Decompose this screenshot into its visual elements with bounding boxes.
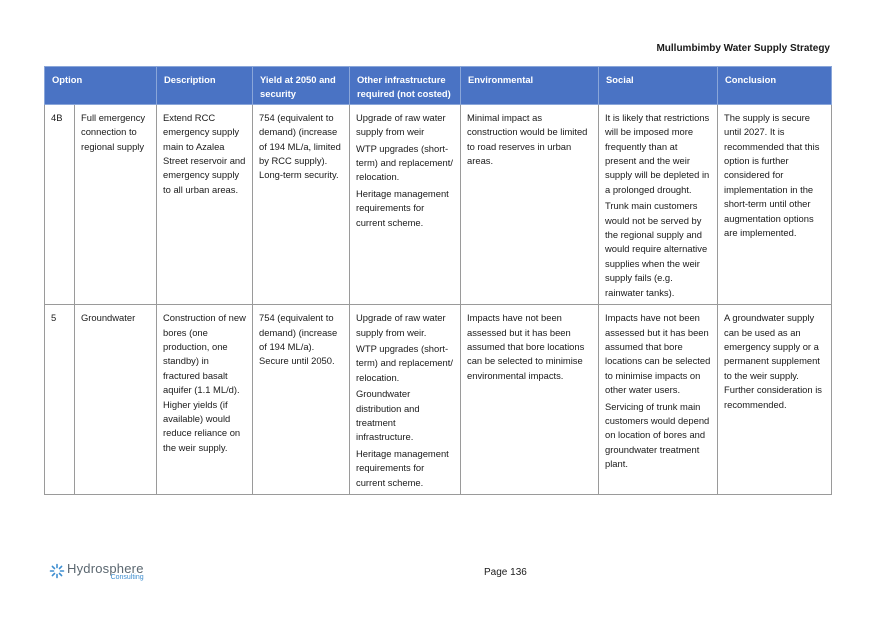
document-title: Mullumbimby Water Supply Strategy [656, 43, 830, 54]
column-header-conclusion: Conclusion [718, 67, 832, 105]
option-yield: 754 (equivalent to demand) (increase of 194 ML/a, limited by RCC supply). Long-term security. [253, 104, 350, 304]
option-social [599, 305, 718, 495]
infrastructure-item: Heritage management requirements for current scheme. [356, 187, 449, 228]
options-table [44, 66, 832, 495]
column-header-infrastructure: Other infrastructure required (not costed) [350, 67, 461, 105]
column-header-option: Option [45, 67, 157, 105]
option-name: Groundwater [75, 305, 157, 495]
social-item: It is likely that restrictions will be imposed more frequently than at present and the weir supply will be depleted in a prolonged drought. [605, 111, 710, 195]
social-item: Servicing of trunk main customers would depend on location of bores and groundwater treatment plant. [605, 400, 710, 470]
option-environmental: Minimal impact as construction would be limited to road reserves in urban areas. [461, 104, 599, 304]
table-row [45, 305, 832, 495]
logo-subtitle: Consulting [110, 574, 144, 581]
option-description: Construction of new bores (one production, one standby) in fractured basalt aquifer (1.1 ML/d). Higher yields (if available) would reduce reliance on the weir supply. [157, 305, 253, 495]
infrastructure-item: Groundwater distribution and treatment infrastructure. [356, 388, 420, 443]
column-header-description: Description [157, 67, 253, 105]
table-row [45, 104, 832, 304]
column-header-environmental: Environmental [461, 67, 599, 105]
option-infrastructure [350, 305, 461, 495]
option-name: Full emergency connection to regional supply [75, 104, 157, 304]
infrastructure-item: WTP upgrades (short-term) and replacement/ relocation. [356, 342, 453, 383]
table-header-row [45, 67, 832, 105]
social-item: Trunk main customers would not be served by the regional supply and would require alternative supplies when the weir supply fails (e.g. rainwater tanks). [605, 200, 708, 298]
option-social [599, 104, 718, 304]
company-logo [49, 562, 144, 581]
infrastructure-item: Upgrade of raw water supply from weir [356, 111, 446, 138]
column-header-yield: Yield at 2050 and security [253, 67, 350, 105]
logo-name: Hydrosphere [67, 561, 144, 576]
option-id: 4B [45, 104, 75, 304]
column-header-social: Social [599, 67, 718, 105]
option-conclusion: A groundwater supply can be used as an emergency supply or a permanent supplement to the weir supply. Further consideration is recommended. [718, 305, 832, 495]
infrastructure-item: Heritage management requirements for current scheme. [356, 447, 449, 488]
sunburst-logo-icon [49, 563, 65, 579]
infrastructure-item: Upgrade of raw water supply from weir. [356, 312, 446, 338]
option-conclusion: The supply is secure until 2027. It is recommended that this option is further considered for implementation in the short-term until other augmentation options are implemented. [718, 104, 832, 304]
infrastructure-item: WTP upgrades (short-term) and replacement/ relocation. [356, 142, 453, 183]
option-infrastructure [350, 104, 461, 304]
option-id: 5 [45, 305, 75, 495]
option-yield: 754 (equivalent to demand) (increase of 194 ML/a). Secure until 2050. [253, 305, 350, 495]
page-number: Page 136 [484, 567, 527, 578]
option-environmental: Impacts have not been assessed but it has been assumed that bore locations can be selected to minimise environmental impacts. [461, 305, 599, 495]
social-item: Impacts have not been assessed but it has been assumed that bore locations can be selected to minimise impacts on other water users. [605, 312, 711, 396]
option-description: Extend RCC emergency supply main to Azalea Street reservoir and emergency supply to all urban areas. [157, 104, 253, 304]
